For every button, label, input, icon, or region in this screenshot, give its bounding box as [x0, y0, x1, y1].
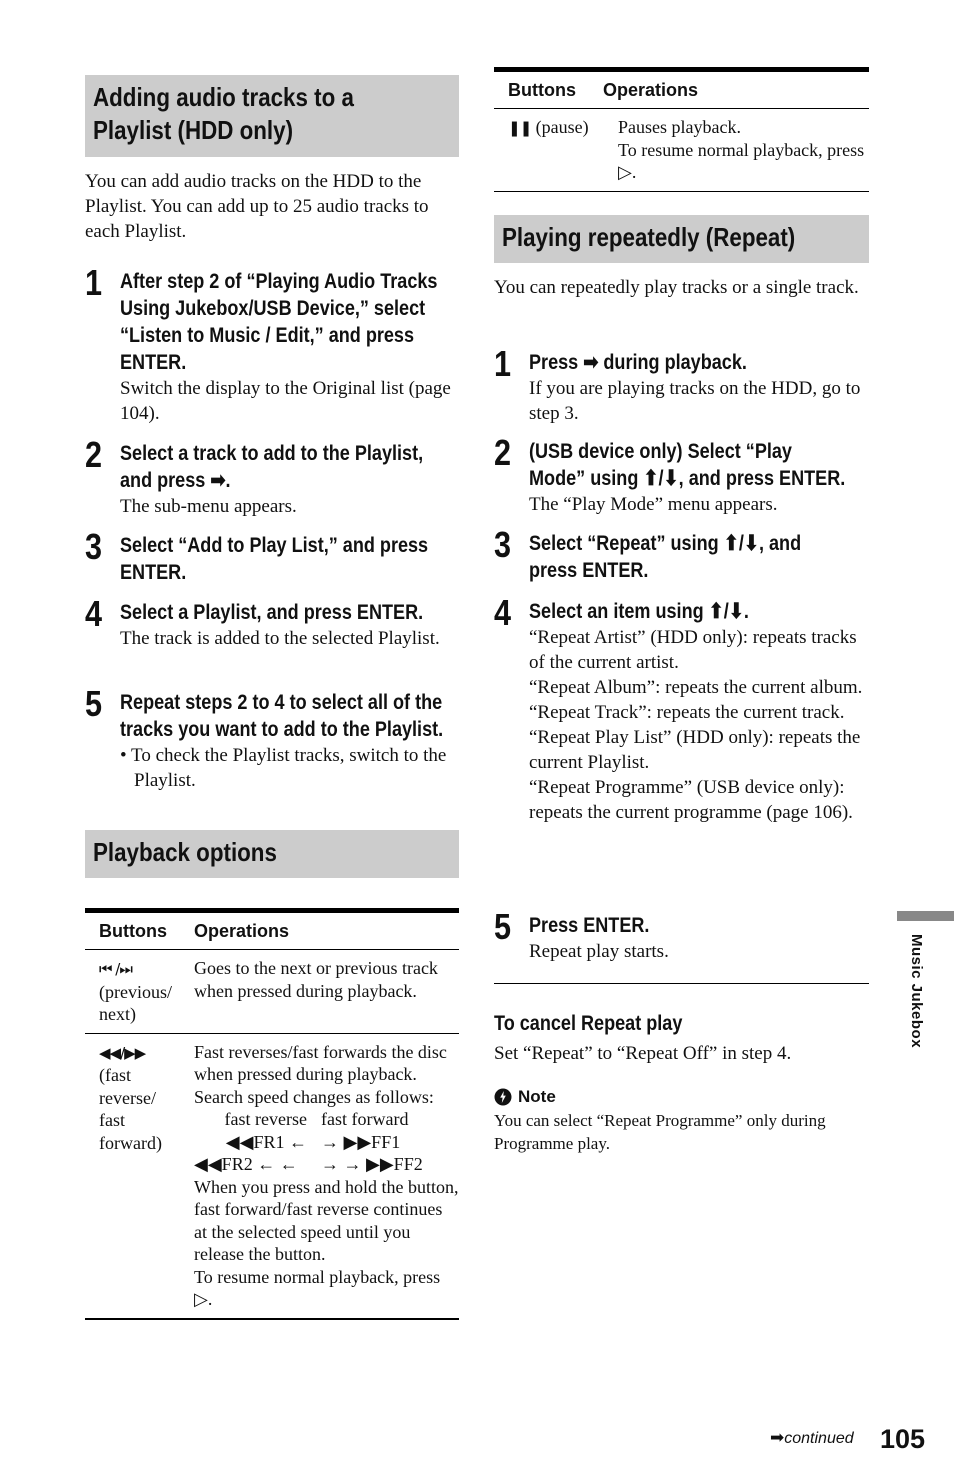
playback-options-table [85, 908, 459, 1320]
header-buttons: Buttons [99, 920, 167, 941]
step-description: The sub-menu appears. [120, 496, 297, 517]
operation-cell: Goes to the next or previous track when pressed during playback. [194, 958, 438, 1001]
step-description: Switch the display to the Original list (page 104). [120, 378, 451, 424]
step-description: “Repeat Artist” (HDD only): repeats tracks of the current artist. “Repeat Album”: repeats the current album. “Repeat Track”: repeats the current track. “Repeat Play List” (HDD only): repeats the current Playlist. “Repeat Programme” (USB device only): repeats the current programme (page 106). [529, 627, 863, 823]
section-heading-playback-options: Playback options [85, 830, 459, 878]
speed-header: fast reverse fast forward [224, 1109, 409, 1129]
step-number: 4 [85, 593, 103, 634]
button-cell: ◀◀/▶▶ (fast reverse/ fast forward) [99, 1043, 162, 1153]
step-1 [85, 262, 459, 426]
note-icon [494, 1088, 512, 1106]
step-description: Repeat play starts. [529, 941, 669, 962]
step-title: After step 2 of “Playing Audio Tracks Using Jukebox/USB Device,” select “Listen to Music / Edit,” and press ENTER. [120, 270, 438, 374]
section-intro: You can add audio tracks on the HDD to the Playlist. You can add up to 25 audio tracks to each Playlist. [85, 171, 429, 242]
section-heading-repeat: Playing repeatedly (Repeat) [494, 215, 869, 263]
step-number: 3 [85, 526, 103, 567]
button-cell: ❚❚ (pause) [508, 117, 589, 137]
step-title: Select a track to add to the Playlist, and press ➡. [120, 442, 424, 492]
step-4 [494, 592, 869, 825]
section-heading-adding-tracks [85, 75, 459, 157]
step-3 [85, 526, 459, 586]
step-2 [85, 434, 459, 519]
pause-icon: ❚❚ [508, 119, 532, 137]
section-heading-line: Adding audio tracks to a [93, 82, 354, 112]
step-description: If you are playing tracks on the HDD, go to step 3. [529, 378, 861, 424]
cancel-text: Set “Repeat” to “Repeat Off” in step 4. [494, 1043, 792, 1064]
header-operations: Operations [194, 920, 290, 941]
step-number: 5 [494, 906, 512, 947]
header-operations: Operations [603, 79, 699, 100]
operation-cell: Fast reverses/fast forwards the disc when pressed during playback. Search speed changes as follows: fast reverse fast forward ◀◀FR1 ← → ▶▶FF1 ◀◀FR2 ← ← → → ▶▶FF2 When you press and hold the button, fast forward/fast reverse continues at the selected speed until you release the button. To resume normal playback, press ▷. [194, 1041, 459, 1309]
step-title: Press ENTER. [529, 914, 650, 937]
step-description: The “Play Mode” menu appears. [529, 494, 778, 515]
operation-cell: Pauses playback. To resume normal playback, press ▷. [618, 117, 865, 182]
step-number: 5 [85, 683, 103, 724]
table-header [494, 72, 869, 109]
step-title: Select an item using ⬆/⬇. [529, 600, 749, 623]
step-number: 4 [494, 592, 512, 633]
step-title: Select “Repeat” using ⬆/⬇, and press ENTER. [529, 532, 802, 582]
step-4 [85, 593, 459, 651]
note-heading: Note [494, 1087, 556, 1107]
step-2 [494, 432, 869, 517]
step-number: 2 [85, 434, 103, 475]
table-row [85, 1034, 459, 1320]
button-cell: ⏮ /⏭ (previous/ next) [99, 960, 172, 1024]
arrow-right-icon: ➡ [770, 1428, 785, 1448]
page-number: 105 [880, 1424, 926, 1454]
speed-line-2: ◀◀FR2 ← ← → → ▶▶FF2 [194, 1154, 423, 1174]
section-intro: You can repeatedly play tracks or a single track. [494, 277, 859, 298]
section-heading-line: Playlist (HDD only) [93, 115, 294, 145]
step-5 [85, 683, 459, 793]
step-title: (USB device only) Select “Play Mode” using ⬆/⬇, and press ENTER. [529, 440, 846, 490]
step-title: Select a Playlist, and press ENTER. [120, 601, 424, 624]
side-tab-marker [897, 911, 954, 921]
prev-next-icon: ⏮ /⏭ [99, 960, 132, 978]
step-description: The track is added to the selected Playlist. [120, 628, 440, 649]
table-row [85, 950, 459, 1034]
step-bullet: • To check the Playlist tracks, switch to the Playlist. [120, 745, 447, 791]
step-5 [494, 906, 869, 964]
step-number: 2 [494, 432, 512, 473]
cancel-heading: To cancel Repeat play [494, 1012, 683, 1035]
step-number: 3 [494, 524, 512, 565]
step-number: 1 [85, 262, 103, 303]
step-number: 1 [494, 343, 512, 384]
table-row [494, 109, 869, 192]
speed-line-1: ◀◀FR1 ← → ▶▶FF1 [225, 1131, 401, 1152]
step-3 [494, 524, 869, 584]
pause-table [494, 67, 869, 192]
step-title: Select “Add to Play List,” and press ENTER. [120, 534, 429, 584]
step-title: Repeat steps 2 to 4 to select all of the tracks you want to add to the Playlist. [120, 691, 444, 741]
side-tab-label: Music Jukebox [908, 934, 925, 1049]
divider [494, 983, 869, 984]
step-title: Press ➡ during playback. [529, 351, 747, 374]
step-1 [494, 343, 869, 426]
header-buttons: Buttons [508, 79, 576, 100]
table-header [85, 913, 459, 950]
fast-reverse-forward-icon: ◀◀/▶▶ [99, 1043, 146, 1062]
note-text: You can select “Repeat Programme” only during Programme play. [494, 1111, 826, 1153]
continued-indicator: ➡continued [770, 1428, 854, 1448]
